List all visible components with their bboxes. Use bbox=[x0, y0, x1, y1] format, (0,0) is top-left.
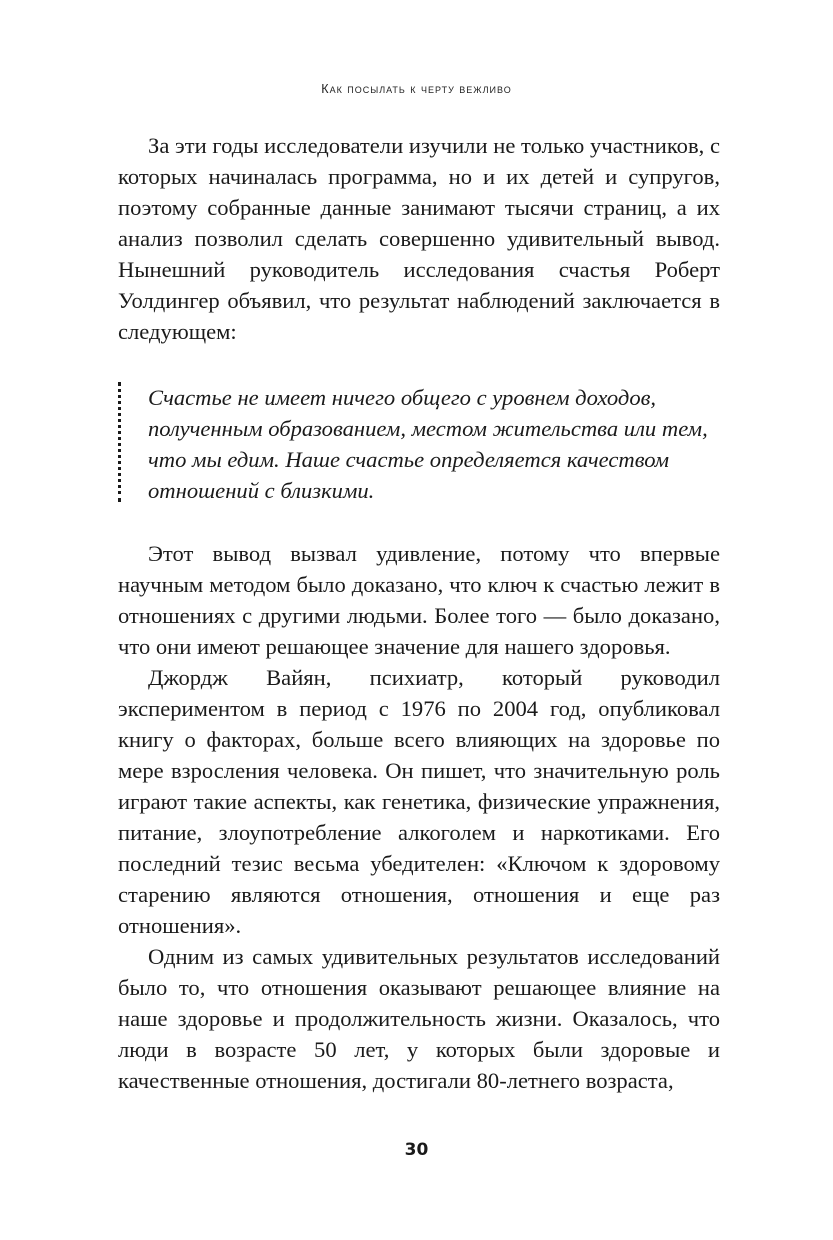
running-head: Как посылать к черту вежливо bbox=[321, 82, 512, 96]
paragraph: За эти годы исследователи изучили не только участников, с которых начиналась программа, но и их детей и супругов, поэтому собранные данные занимают тысячи страниц, а их анализ позволил сделать совершенно удивительный вывод. Нынешний руководитель исследования счастья Роберт Уолдингер объявил, что результат наблюдений заключается в следующем: bbox=[118, 133, 720, 344]
text-block-before-quote bbox=[118, 130, 720, 347]
paragraph: Джордж Вайян, психиатр, который руководил экспериментом в период с 1976 по 2004 год, опубликовал книгу о факторах, больше всего влияющих на здоровье по мере взросления человека. Он пишет, что значительную роль играют такие аспекты, как генетика, физические упражнения, питание, злоупотребление алкоголем и наркотиками. Его последний тезис весьма убедителен: «Ключом к здоровому старению являются отношения, отношения и еще раз отношения». bbox=[118, 665, 720, 938]
pull-quote: Счастье не имеет ничего общего с уровнем доходов, полученным образованием, местом жительства или тем, что мы едим. Наше счастье определяется качеством отношений с близкими. bbox=[148, 385, 708, 503]
page-number: 30 bbox=[404, 1140, 429, 1160]
paragraph: Одним из самых удивительных результатов исследований было то, что отношения оказывают решающее влияние на наше здоровье и продолжительность жизни. Оказалось, что люди в возрасте 50 лет, у которых были здоровые и качественные отношения, достигали 80-летнего возраста, bbox=[118, 944, 720, 1093]
paragraph: Этот вывод вызвал удивление, потому что впервые научным методом было доказано, что ключ к счастью лежит в отношениях с другими людьми. Более того — было доказано, что они имеют решающее значение для нашего здоровья. bbox=[118, 541, 720, 659]
text-block-after-quote bbox=[118, 538, 720, 1096]
